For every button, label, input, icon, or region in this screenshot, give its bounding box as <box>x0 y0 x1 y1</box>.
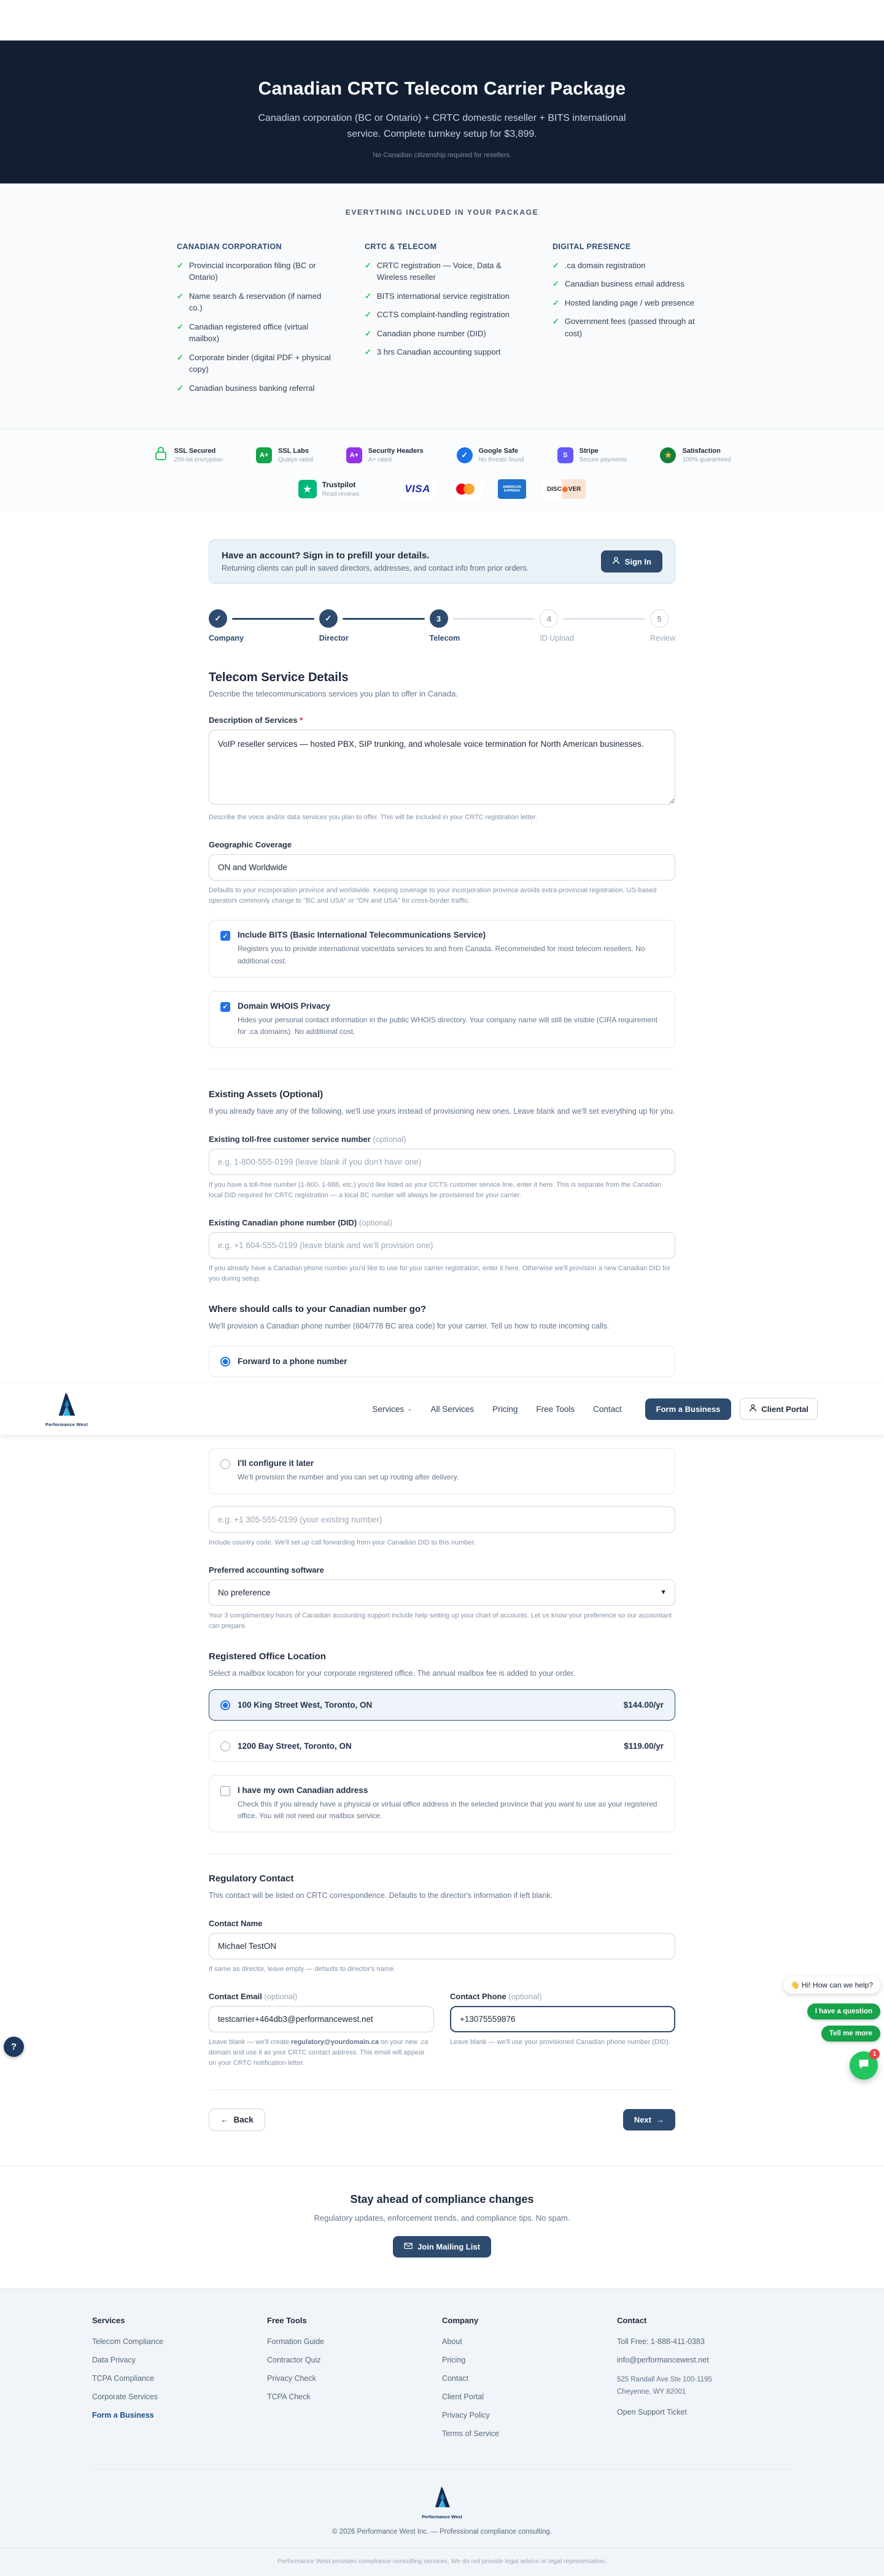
contact-email-help: Leave blank — we'll create regulatory@yourdomain.ca on your new .ca domain and use it as your CRTC contact address. This email will appear on your CRTC notification letter. <box>209 2038 428 2067</box>
office-option-king-street[interactable]: 100 King Street West, Toronto, ON $144.00/yr <box>209 1689 675 1721</box>
chevron-down-icon: ▼ <box>660 1589 667 1597</box>
performance-west-logo-icon <box>432 2485 452 2512</box>
envelope-icon <box>404 2242 413 2251</box>
footer-link-contractor-quiz[interactable]: Contractor Quiz <box>267 2356 321 2365</box>
footer-address: 525 Randall Ave Ste 100-1195 Cheyenne, WY 82001 <box>617 2376 712 2396</box>
tollfree-input[interactable] <box>209 1149 675 1175</box>
whois-desc: Hides your personal contact information in the public WHOIS directory. Your company name will still be visible (CIRA requirement for .ca domains). No additional cost. <box>238 1015 658 1036</box>
footer-link-privacy-policy[interactable]: Privacy Policy <box>442 2411 490 2420</box>
footer-brand-name: Performance West <box>422 2514 462 2520</box>
whois-title: Domain WHOIS Privacy <box>238 1001 330 1011</box>
routing-option-later-label: I'll configure it later <box>238 1459 314 1468</box>
ssl-labs-icon: A+ <box>256 447 272 463</box>
join-mailing-list-button[interactable]: Join Mailing List <box>393 2236 491 2258</box>
list-item: ✓ BITS international service registration <box>365 290 519 303</box>
footer-link-corporate-services[interactable]: Corporate Services <box>92 2393 158 2402</box>
regulatory-desc: This contact will be listed on CRTC correspondence. Defaults to the director's information if left blank. <box>209 1891 553 1900</box>
list-item: ✓ CCTS complaint-handling registration <box>365 309 519 321</box>
arrow-left-icon: ← <box>220 2115 229 2125</box>
trust-badge-stripe: S Stripe Secure payments <box>557 447 627 463</box>
security-headers-icon: A+ <box>346 447 362 463</box>
contact-email-input[interactable] <box>209 2006 434 2032</box>
form-a-business-button[interactable]: Form a Business <box>645 1398 732 1420</box>
chat-greeting-bubble: 👋 Hi! How can we help? <box>783 1976 880 1994</box>
step-telecom[interactable]: 3 Telecom <box>430 609 540 642</box>
coverage-input[interactable] <box>209 854 675 881</box>
check-icon: ✓ <box>552 298 559 307</box>
step-check-icon: ✓ <box>209 609 227 628</box>
trustpilot-badge[interactable]: ★ Trustpilot Read reviews <box>298 480 360 498</box>
chat-question-button[interactable]: I have a question <box>807 2003 880 2019</box>
brand-name: Performance West <box>45 1421 88 1427</box>
included-column-corporation <box>177 242 332 401</box>
check-icon: ✓ <box>365 291 371 301</box>
sign-in-button[interactable]: Sign In <box>601 550 662 573</box>
contact-name-help: If same as director, leave empty — defaults to director's name. <box>209 1965 396 1973</box>
coverage-help: Defaults to your incorporation province and worldwide. Keeping coverage to your incorporation province avoids extra-provincial registration. US-based operators commonly change to "BC and USA" or "ON and USA" for cross-border traffic. <box>209 887 657 905</box>
included-column-title: CRTC & TELECOM <box>365 242 437 251</box>
back-button[interactable]: ← Back <box>209 2108 265 2131</box>
footer-link-contact[interactable]: Contact <box>442 2374 469 2383</box>
radio-selected-icon[interactable] <box>220 1700 230 1710</box>
contact-phone-help: Leave blank — we'll use your provisioned Canadian phone number (DID). <box>450 2038 670 2046</box>
signin-banner <box>209 539 675 584</box>
footer-link-tcpa-compliance[interactable]: TCPA Compliance <box>92 2374 155 2383</box>
divider <box>209 1069 675 1070</box>
bits-desc: Registers you to provide international voice/data services to and from Canada. Recommended for most telecom resellers. No additional cost. <box>238 944 645 965</box>
hero-section <box>0 40 884 183</box>
list-item: ✓ Canadian phone number (DID) <box>365 328 519 340</box>
nav-link-pricing[interactable]: Pricing <box>492 1404 518 1414</box>
step-id-upload: 4 ID Upload <box>540 609 650 642</box>
included-column-crtc <box>365 242 519 401</box>
coverage-label: Geographic Coverage <box>209 840 292 850</box>
person-icon <box>749 1404 757 1414</box>
check-icon: ✓ <box>177 291 184 301</box>
check-icon: ✓ <box>177 383 184 393</box>
list-item: ✓ Name search & reservation (if named co.) <box>177 290 332 314</box>
nav-link-contact[interactable]: Contact <box>593 1404 622 1414</box>
divider <box>209 1853 675 1854</box>
progress-steps <box>209 609 675 642</box>
trust-badge-ssllabs: A+ SSL Labs Qualys rated <box>256 447 313 463</box>
performance-west-logo-icon <box>55 1391 78 1420</box>
nav-link-free-tools[interactable]: Free Tools <box>536 1404 575 1414</box>
check-icon: ✓ <box>365 347 371 357</box>
routing-option-forward[interactable] <box>209 1346 675 1377</box>
next-button[interactable]: Next → <box>623 2109 675 2131</box>
office-price: $144.00/yr <box>623 1700 664 1710</box>
list-item: ✓ Hosted landing page / web presence <box>552 297 707 309</box>
client-portal-button[interactable]: Client Portal <box>740 1398 818 1420</box>
step-check-icon: ✓ <box>319 609 338 628</box>
step-company[interactable]: ✓ Company <box>209 609 319 642</box>
discover-icon: DISC VER <box>542 479 586 499</box>
nav-link-all-services[interactable]: All Services <box>430 1404 475 1414</box>
check-icon: ✓ <box>365 260 371 270</box>
contact-phone-label: Contact Phone (optional) <box>450 1992 542 2002</box>
footer-col-company: Company About Pricing Contact Client Portal Privacy Policy Terms of Service <box>442 2316 617 2448</box>
bits-checkbox-card[interactable] <box>209 920 675 977</box>
list-item: ✓ CRTC registration — Voice, Data & Wireless reseller <box>365 260 519 283</box>
step-director[interactable]: ✓ Director <box>319 609 430 642</box>
main-content <box>0 512 884 1377</box>
signin-title: Have an account? Sign in to prefill your details. <box>222 550 430 561</box>
hero-subtitle: Canadian corporation (BC or Ontario) + CRTC domestic reseller + BITS international service. Complete turnkey setup for $3,899. <box>258 113 626 140</box>
signin-desc: Returning clients can pull in saved directors, addresses, and contact info from prior orders. <box>222 564 529 573</box>
step-review: 5 Review <box>650 609 675 642</box>
tollfree-label: Existing toll-free customer service number (optional) <box>209 1135 406 1144</box>
checkbox-unchecked-icon[interactable] <box>220 1786 230 1796</box>
whois-checkbox-card[interactable] <box>209 991 675 1048</box>
nav-link-services[interactable]: Services ⌄ <box>372 1404 413 1414</box>
check-icon: ✓ <box>177 322 184 331</box>
contact-email-label: Contact Email (optional) <box>209 1992 298 2002</box>
chat-bubble-icon <box>857 2057 870 2074</box>
trust-badge-ssl: SSL Secured 256-bit encryption <box>153 445 223 465</box>
list-item: ✓ Provincial incorporation filing (BC or Ontario) <box>177 260 332 283</box>
trust-section <box>0 429 884 512</box>
list-item: ✓ .ca domain registration <box>552 260 707 272</box>
mastercard-icon <box>451 479 482 499</box>
accounting-help: Your 3 complimentary hours of Canadian accounting support include help setting up your chart of accounts. Let us know your preference so our accountant can prepare. <box>209 1611 672 1630</box>
routing-option-later[interactable] <box>209 1448 675 1494</box>
own-address-title: I have my own Canadian address <box>238 1785 368 1795</box>
contact-name-label: Contact Name <box>209 1919 263 1929</box>
brand-logo[interactable] <box>45 1391 88 1427</box>
did-label: Existing Canadian phone number (DID) (optional) <box>209 1218 393 1228</box>
visa-icon: VISA <box>400 479 435 499</box>
footer-link-tcpa-check[interactable]: TCPA Check <box>267 2393 311 2402</box>
description-help: Describe the voice and/or data services you plan to offer. This will be included in your CRTC registration letter. <box>209 814 537 822</box>
included-column-title: CANADIAN CORPORATION <box>177 242 282 251</box>
routing-heading: Where should calls to your Canadian number go? <box>209 1304 427 1315</box>
check-icon: ✓ <box>177 352 184 362</box>
site-navbar <box>0 1383 884 1435</box>
footer-tollfree: Toll Free: 1-888-411-0383 <box>617 2337 705 2347</box>
office-option-bay-street[interactable]: 1200 Bay Street, Toronto, ON $119.00/yr <box>209 1730 675 1762</box>
footer-copyright: © 2026 Performance West Inc. — Professional compliance consulting. <box>332 2528 552 2536</box>
own-address-desc: Check this if you already have a physical or virtual office address in the selected province that you want to use as your registered office. You will not need our mailbox service. <box>238 1799 657 1820</box>
trustpilot-star-icon: ★ <box>298 480 317 498</box>
regulatory-heading: Regulatory Contact <box>209 1873 294 1884</box>
routing-desc: We'll provision a Canadian phone number (604/778 BC area code) for your carrier. Tell us how to route incoming calls. <box>209 1322 610 1331</box>
accounting-label: Preferred accounting software <box>209 1565 324 1575</box>
included-column-title: DIGITAL PRESENCE <box>552 242 631 251</box>
footer-link-data-privacy[interactable]: Data Privacy <box>92 2356 136 2365</box>
included-section <box>0 183 884 430</box>
tollfree-help: If you have a toll-free number (1-800, 1-888, etc.) you'd like listed as your CCTS customer service line, enter it here. This is separate from the Canadian local DID required for CRTC registration — a local BC number will always be provisioned for your carrier. <box>209 1181 662 1200</box>
did-help: If you already have a Canadian phone number you'd like to use for your carrier registration, enter it here. Otherwise we'll provision a new Canadian DID for you during setup. <box>209 1265 670 1283</box>
office-price: $119.00/yr <box>624 1741 664 1751</box>
checkbox-checked-icon[interactable]: ✓ <box>220 931 230 941</box>
step-number: 5 <box>650 609 669 628</box>
stripe-icon: S <box>557 447 573 463</box>
footer-link-telecom-compliance[interactable]: Telecom Compliance <box>92 2337 164 2347</box>
arrow-right-icon: → <box>656 2115 664 2125</box>
cta-title: Stay ahead of compliance changes <box>350 2193 534 2206</box>
check-icon: ✓ <box>365 310 371 320</box>
mailing-list-cta <box>0 2165 884 2288</box>
main-content-continued <box>0 1448 884 2131</box>
footer-col-contact: Contact Toll Free: 1-888-411-0383 info@performancewest.net 525 Randall Ave Ste 100-1195 Cheyenne, WY 82001 Open Support Ticket <box>617 2316 792 2448</box>
amex-icon: AMERICAN EXPRESS <box>498 479 526 499</box>
hero-note: No Canadian citizenship required for resellers. <box>373 151 511 159</box>
footer-disclaimer: Performance West provides compliance consulting services. We do not provide legal advice or legal representation. <box>0 2548 884 2576</box>
form-subtitle: Describe the telecommunications services you plan to offer in Canada. <box>209 689 458 699</box>
trust-badge-google-safe: ✓ Google Safe No threats found <box>457 447 524 463</box>
satisfaction-star-icon: ★ <box>660 447 676 463</box>
list-item: ✓ Canadian registered office (virtual mailbox) <box>177 321 332 345</box>
footer-link-privacy-check[interactable]: Privacy Check <box>267 2374 316 2383</box>
forward-help: Include country code. We'll set up call forwarding from your Canadian DID to this number. <box>209 1538 476 1546</box>
accounting-select[interactable]: No preference ▼ <box>209 1579 675 1606</box>
form-nav-buttons <box>209 2108 675 2131</box>
radio-unselected-icon[interactable] <box>220 1741 230 1751</box>
radio-unselected-icon[interactable] <box>220 1459 230 1469</box>
trust-badge-security-headers: A+ Security Headers A+ rated <box>346 447 424 463</box>
cta-desc: Regulatory updates, enforcement trends, and compliance tips. No spam. <box>314 2213 570 2223</box>
list-item: ✓ Government fees (passed through at cost) <box>552 315 707 339</box>
footer-support-ticket-link[interactable]: Open Support Ticket <box>617 2408 687 2417</box>
list-item: ✓ 3 hrs Canadian accounting support <box>365 346 519 358</box>
check-icon: ✓ <box>365 328 371 338</box>
lock-icon <box>153 445 168 465</box>
list-item: ✓ Canadian business email address <box>552 278 707 290</box>
top-spacer <box>0 0 884 40</box>
assets-desc: If you already have any of the following, we'll use yours instead of provisioning new ones. Leave blank and we'll set everything up for you. <box>209 1107 675 1116</box>
footer-link-terms[interactable]: Terms of Service <box>442 2429 500 2439</box>
contact-phone-input[interactable] <box>450 2006 675 2032</box>
did-input[interactable] <box>209 1232 675 1259</box>
footer-link-about[interactable]: About <box>442 2337 462 2347</box>
footer-link-client-portal[interactable]: Client Portal <box>442 2393 484 2402</box>
chat-unread-badge: 1 <box>869 2049 880 2059</box>
footer-link-pricing[interactable]: Pricing <box>442 2356 466 2365</box>
person-icon <box>612 557 620 566</box>
chat-launcher-button[interactable] <box>850 2051 878 2080</box>
form-title: Telecom Service Details <box>209 671 349 685</box>
own-address-checkbox-card[interactable] <box>209 1775 675 1832</box>
included-heading: EVERYTHING INCLUDED IN YOUR PACKAGE <box>345 207 539 217</box>
checkbox-checked-icon[interactable]: ✓ <box>220 1002 230 1012</box>
footer-link-form-a-business[interactable]: Form a Business <box>92 2411 154 2420</box>
check-icon: ✓ <box>177 260 184 270</box>
contact-name-input[interactable] <box>209 1933 675 1959</box>
step-number: 4 <box>540 609 558 628</box>
trust-badge-satisfaction: ★ Satisfaction 100% guaranteed <box>660 447 731 463</box>
chevron-down-icon: ⌄ <box>407 1405 413 1413</box>
footer-col-free-tools: Free Tools Formation Guide Contractor Quiz Privacy Check TCPA Check <box>267 2316 442 2448</box>
description-textarea[interactable] <box>209 730 675 804</box>
footer-email-link[interactable]: info@performancewest.net <box>617 2356 709 2365</box>
divider <box>209 2089 675 2090</box>
office-heading: Registered Office Location <box>209 1651 326 1662</box>
check-icon: ✓ <box>552 317 559 326</box>
chat-tellme-button[interactable]: Tell me more <box>821 2026 880 2042</box>
check-icon: ✓ <box>552 260 559 270</box>
bits-title: Include BITS (Basic International Telecommunications Service) <box>238 930 486 940</box>
regulatory-section <box>10 1873 877 2069</box>
office-desc: Select a mailbox location for your corporate registered office. The annual mailbox fee is added to your order. <box>209 1668 576 1678</box>
accessibility-help-button[interactable]: ? <box>4 2037 24 2057</box>
site-footer <box>0 2288 884 2576</box>
check-icon: ✓ <box>552 279 559 289</box>
page-title: Canadian CRTC Telecom Carrier Package <box>258 79 626 99</box>
routing-option-forward-label: Forward to a phone number <box>238 1357 347 1367</box>
radio-selected-icon[interactable] <box>220 1357 230 1367</box>
footer-link-formation-guide[interactable]: Formation Guide <box>267 2337 325 2347</box>
description-label: Description of Services * <box>209 715 303 725</box>
assets-heading: Existing Assets (Optional) <box>209 1089 324 1100</box>
footer-col-services: Services Telecom Compliance Data Privacy TCPA Compliance Corporate Services Form a Business <box>92 2316 267 2448</box>
step-number: 3 <box>430 609 448 628</box>
list-item: ✓ Canadian business banking referral <box>177 382 332 395</box>
google-safe-icon: ✓ <box>457 447 473 463</box>
list-item: ✓ Corporate binder (digital PDF + physical copy) <box>177 352 332 376</box>
footer-brand <box>0 2469 884 2520</box>
included-column-digital <box>552 242 707 401</box>
forward-number-input[interactable] <box>209 1506 675 1533</box>
routing-option-later-desc: We'll provision the number and you can set up routing after delivery. <box>238 1473 459 1482</box>
